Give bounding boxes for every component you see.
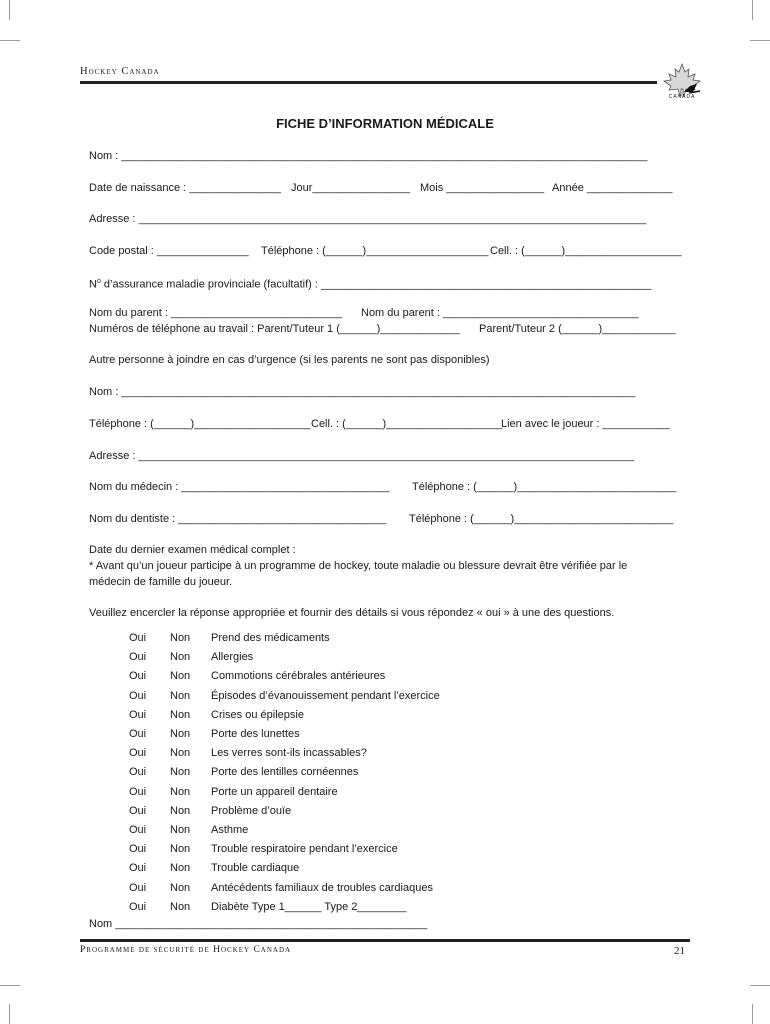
oui-option[interactable]: Oui	[129, 651, 147, 664]
instructions: Veuillez encercler la réponse appropriée et fournir des détails si vous répondez « oui » à une des questions.	[89, 607, 615, 619]
field-tel-medecin[interactable]: Téléphone : (______)__________________________	[412, 481, 677, 493]
question-text: Les verres sont-ils incassables?	[211, 747, 367, 760]
field-examen[interactable]: Date du dernier examen médical complet :	[89, 544, 296, 556]
oui-option[interactable]: Oui	[129, 900, 147, 913]
logo-text: CANADA	[668, 94, 696, 100]
non-option[interactable]: Non	[170, 728, 191, 740]
question-text: Crises ou épilepsie	[211, 708, 304, 721]
field-telephone-urgence[interactable]: Téléphone : (______)___________________	[89, 418, 311, 430]
field-lien-joueur[interactable]: Lien avec le joueur : ___________	[501, 418, 670, 430]
non-option[interactable]: Non	[170, 862, 191, 875]
non-option[interactable]: Non	[170, 900, 191, 913]
question-text: Porte des lentilles cornéennes	[211, 766, 359, 779]
field-dentiste[interactable]: Nom du dentiste : __________________________________	[89, 513, 387, 525]
non-option[interactable]: Non	[170, 824, 191, 836]
crop-mark	[0, 40, 20, 41]
question-text: Trouble cardiaque	[211, 862, 300, 875]
crop-mark	[750, 985, 770, 986]
assurance-label: d’assurance maladie provinciale (facultatif) : ______________________________________________________	[100, 278, 652, 291]
footer-rule	[80, 939, 690, 942]
note-line-2: médecin de famille du joueur.	[89, 576, 233, 588]
page-number: 21	[674, 945, 685, 957]
field-nom[interactable]: Nom : ______________________________________________________________________________________	[89, 150, 648, 162]
header-title: Hockey Canada	[80, 66, 160, 77]
crop-mark	[9, 0, 10, 20]
field-cell[interactable]: Cell. : (______)___________________	[490, 245, 682, 257]
non-option[interactable]: Non	[170, 632, 191, 644]
oui-option[interactable]: Oui	[129, 824, 147, 836]
oui-option[interactable]: Oui	[129, 728, 147, 740]
footer-title: Programme de sécurité de Hockey Canada	[80, 945, 292, 955]
question-text: Commotions cérébrales antérieures	[211, 670, 386, 683]
oui-option[interactable]: Oui	[129, 843, 147, 856]
oui-option[interactable]: Oui	[129, 632, 147, 644]
oui-option[interactable]: Oui	[129, 747, 147, 760]
non-option[interactable]: Non	[170, 785, 191, 798]
oui-option[interactable]: Oui	[129, 670, 147, 683]
question-text: Asthme	[211, 824, 249, 836]
assurance-no: N	[89, 278, 97, 291]
urgence-heading: Autre personne à joindre en cas d’urgence (si les parents ne sont pas disponibles)	[89, 354, 490, 366]
field-mois[interactable]: Mois ________________	[420, 182, 545, 194]
non-option[interactable]: Non	[170, 708, 191, 721]
header-rule	[80, 81, 657, 84]
question-text: Épisodes d’évanouissement pendant l’exercice	[211, 689, 440, 702]
non-option[interactable]: Non	[170, 689, 191, 702]
field-adresse[interactable]: Adresse : ___________________________________________________________________________________	[89, 213, 647, 225]
oui-option[interactable]: Oui	[129, 766, 147, 779]
note-line-1: * Avant qu’un joueur participe à un programme de hockey, toute maladie ou blessure devrait être vérifiée par le	[89, 560, 628, 572]
question-text: Diabète Type 1______ Type 2________	[211, 900, 407, 913]
field-annee[interactable]: Année ______________	[552, 182, 673, 194]
crop-mark	[9, 1004, 10, 1024]
field-assurance[interactable]	[89, 275, 651, 292]
field-nom-final[interactable]: Nom ___________________________________________________	[89, 918, 428, 930]
question-text: Porte un appareil dentaire	[211, 785, 338, 798]
oui-option[interactable]: Oui	[129, 785, 147, 798]
assurance-sup: o	[96, 278, 101, 285]
field-tuteur-2[interactable]: Parent/Tuteur 2 (______)____________	[479, 323, 676, 335]
non-option[interactable]: Non	[170, 766, 191, 779]
question-text: Problème d’ouïe	[211, 804, 292, 817]
question-text: Porte des lunettes	[211, 728, 300, 740]
field-code-postal[interactable]: Code postal : _______________	[89, 245, 249, 257]
non-option[interactable]: Non	[170, 804, 191, 817]
field-medecin[interactable]: Nom du médecin : __________________________________	[89, 481, 390, 493]
field-jour[interactable]: Jour________________	[291, 182, 411, 194]
oui-option[interactable]: Oui	[129, 862, 147, 875]
field-telephone[interactable]: Téléphone : (______)____________________	[261, 245, 489, 257]
question-text: Trouble respiratoire pendant l’exercice	[211, 843, 398, 856]
form-title: FICHE D’INFORMATION MÉDICALE	[276, 116, 494, 131]
field-date-naissance[interactable]: Date de naissance : _______________	[89, 182, 282, 194]
question-text: Allergies	[211, 651, 254, 664]
non-option[interactable]: Non	[170, 747, 191, 760]
question-text: Antécédents familiaux de troubles cardiaques	[211, 881, 433, 894]
oui-option[interactable]: Oui	[129, 804, 147, 817]
non-option[interactable]: Non	[170, 651, 191, 664]
crop-mark	[752, 0, 753, 20]
field-tel-travail[interactable]: Numéros de téléphone au travail : Parent/Tuteur 1 (______)_____________	[89, 323, 460, 335]
crop-mark	[0, 985, 20, 986]
field-parent-1[interactable]: Nom du parent : ____________________________	[89, 307, 343, 319]
oui-option[interactable]: Oui	[129, 881, 147, 894]
non-option[interactable]: Non	[170, 881, 191, 894]
oui-option[interactable]: Oui	[129, 708, 147, 721]
oui-option[interactable]: Oui	[129, 689, 147, 702]
non-option[interactable]: Non	[170, 843, 191, 856]
field-tel-dentiste[interactable]: Téléphone : (______)__________________________	[409, 513, 674, 525]
crop-mark	[752, 1004, 753, 1024]
field-adresse-urgence[interactable]: Adresse : _________________________________________________________________________________	[89, 450, 635, 462]
field-parent-2[interactable]: Nom du parent : ________________________________	[361, 307, 639, 319]
field-cell-urgence[interactable]: Cell. : (______)___________________	[311, 418, 503, 430]
non-option[interactable]: Non	[170, 670, 191, 683]
field-nom-urgence[interactable]: Nom : ____________________________________________________________________________________	[89, 386, 636, 398]
crop-mark	[750, 40, 770, 41]
question-text: Prend des médicaments	[211, 632, 330, 644]
